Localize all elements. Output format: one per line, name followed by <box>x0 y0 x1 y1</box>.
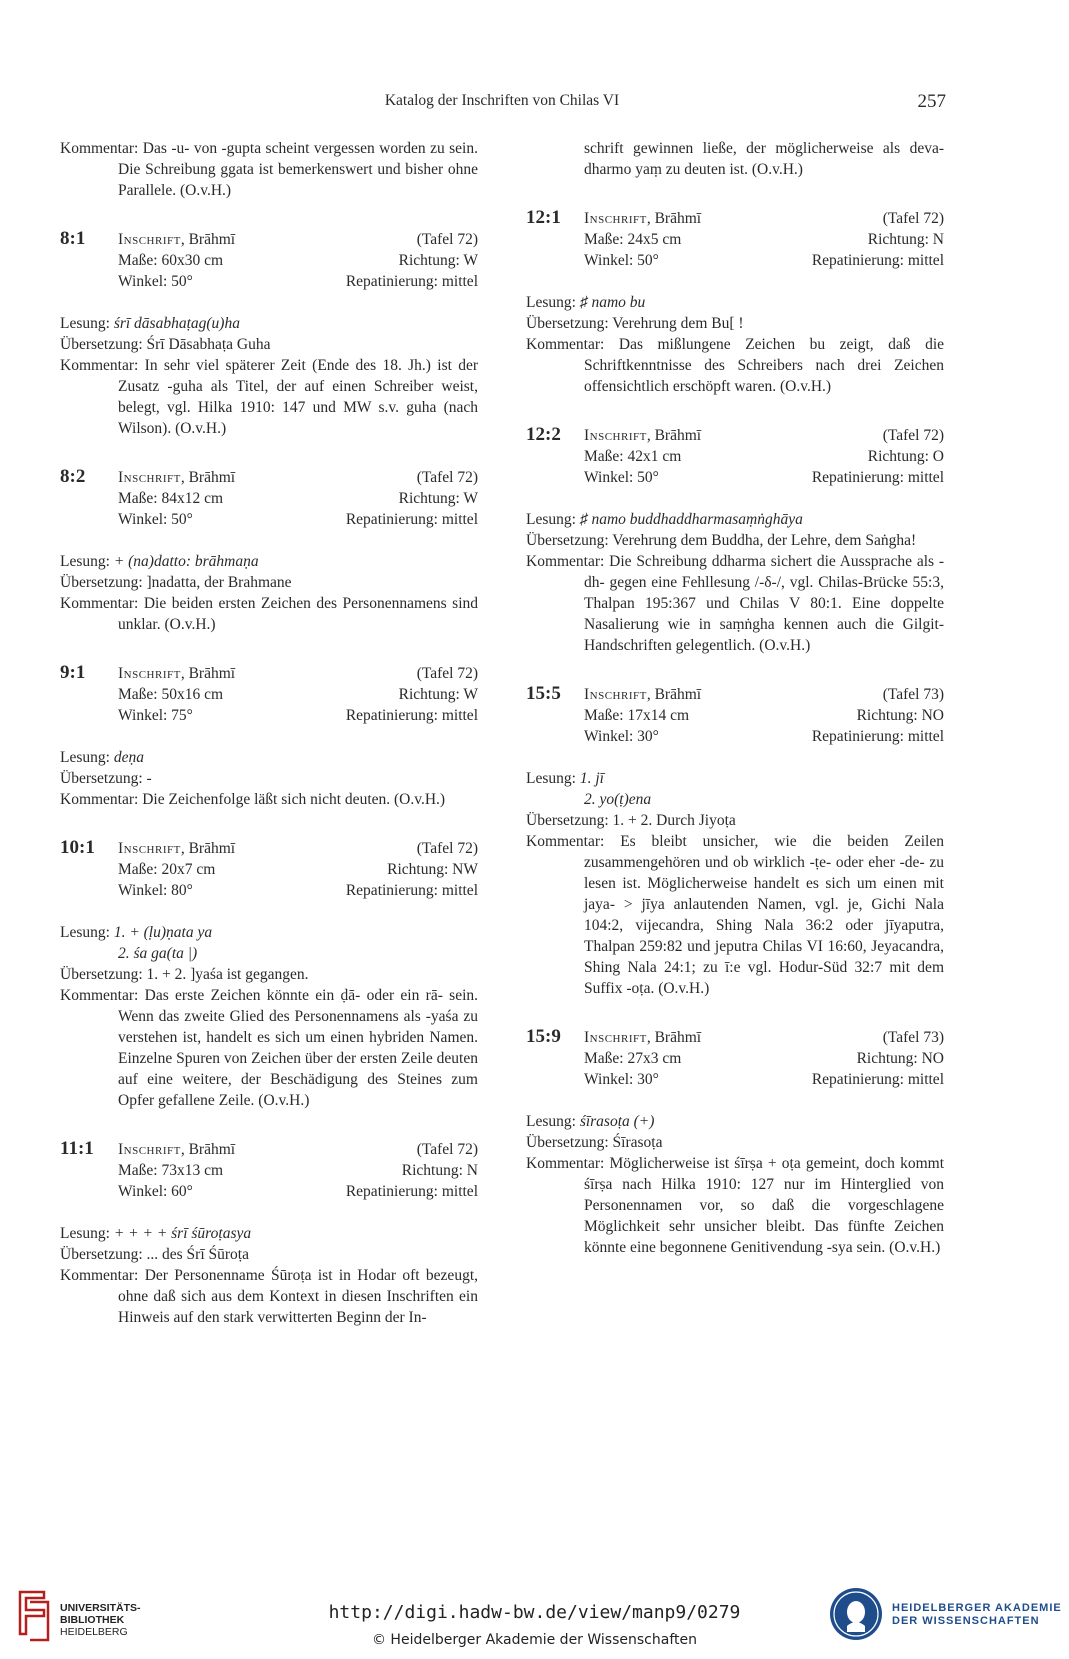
continuation-text: schrift gewinnen ließe, der möglicherweise als deva-dharmo yaṃ zu deuten ist. (O.v.H.) <box>584 140 944 178</box>
angle-row <box>60 509 478 530</box>
commentary: Kommentar: Es bleibt unsicher, wie die beiden Zeilen zusammengehören und ob wirklich -ṭe- oder eher -de- zu lesen ist. Möglicherweise handelt es sich um einen mit jaya- > jīya anlautenden Namen, vgl. je, Gichi Nala 104:2, vijecandra, Shing Nala 36:2 oder jīyaputra, Thalpan 259:82 und jeputra Chilas VI 16:60, Jeyacandra, Shing Nala 24:1; zu ī:e vgl. Hodur-Süd 32:7 mit dem Suffix -oṭa. (O.v.H.) <box>526 833 944 997</box>
angle: Winkel: 50° <box>118 273 193 290</box>
entry-type: Inschrift, Brāhmī <box>118 665 236 682</box>
dimensions: Maße: 50x16 cm <box>118 686 224 703</box>
inscription-entry <box>60 635 478 810</box>
comment-label: Kommentar: <box>60 140 139 157</box>
right-entries <box>526 180 944 1258</box>
angle-row <box>526 726 944 747</box>
entry-heading <box>60 837 478 859</box>
angle-row <box>526 1069 944 1090</box>
left-column <box>60 138 478 1328</box>
angle: Winkel: 50° <box>584 252 659 269</box>
translation: Übersetzung: Verehrung dem Bu[ ! <box>526 315 744 332</box>
direction: Richtung: W <box>398 252 478 269</box>
direction: Richtung: N <box>867 231 944 248</box>
plate-reference: (Tafel 72) <box>416 840 478 857</box>
reading: Lesung: 1. jī <box>526 770 604 787</box>
repatination: Repatinierung: mittel <box>811 252 944 269</box>
dimensions-row <box>60 859 478 880</box>
commentary: Kommentar: Die Zeichenfolge läßt sich nicht deuten. (O.v.H.) <box>60 791 446 808</box>
dimensions: Maße: 27x3 cm <box>584 1050 682 1067</box>
plate-reference: (Tafel 73) <box>882 1029 944 1046</box>
direction: Richtung: NO <box>856 1050 944 1067</box>
academy-name: HEIDELBERGER AKADEMIE DER WISSENSCHAFTEN <box>892 1602 1062 1627</box>
repatination: Repatinierung: mittel <box>345 1183 478 1200</box>
inscription-entry <box>60 201 478 439</box>
dimensions: Maße: 20x7 cm <box>118 861 216 878</box>
reading-line-2: 2. yo(ṭ)ena <box>584 791 652 808</box>
direction: Richtung: N <box>401 1162 478 1179</box>
page-header <box>58 92 946 116</box>
direction: Richtung: NW <box>387 861 478 878</box>
commentary: Kommentar: Die Schreibung ddharma sichert die Aussprache als -dh- gegen eine Fehllesung /-δ-/, vgl. Chilas-Brücke 55:3, Thalpan 195:367 und Chilas V 80:1. Eine doppelte Nasalierung wie in saṃṅgha kennen auch die Gilgit-Handschriften gelegentlich. (O.v.H.) <box>526 553 944 654</box>
angle: Winkel: 80° <box>118 882 193 899</box>
translation: Übersetzung: Śīrasoṭa <box>526 1134 663 1151</box>
dimensions-row <box>60 250 478 271</box>
entry-heading <box>526 683 944 705</box>
inscription-entry <box>60 439 478 635</box>
plate-reference: (Tafel 73) <box>882 686 944 703</box>
angle: Winkel: 75° <box>118 707 193 724</box>
plate-reference: (Tafel 72) <box>416 665 478 682</box>
left-entries <box>60 201 478 1328</box>
commentary: Kommentar: Möglicherweise ist śīrṣa + oṭa gemeint, doch kommt śīrṣa nach Hilka 1910: 127 nur im Hinterglied von Personennamen vor, so daß die vorgeschlagene Möglichkeit sehr unsicher bleibt. Das fünfte Zeichen könnte eine begonnene Genitivendung -sya sein. (O.v.H.) <box>526 1155 944 1256</box>
inscription-entry <box>526 999 944 1258</box>
translation: Übersetzung: - <box>60 770 152 787</box>
entry-number: 12:1 <box>526 207 561 228</box>
dimensions-row <box>526 705 944 726</box>
angle: Winkel: 50° <box>118 511 193 528</box>
commentary: Kommentar: Der Personenname Śūroṭa ist in Hodar oft bezeugt, ohne daß sich aus dem Kontext in diesen Inschriften ein Hinweis auf den stark verwitterten Beginn der In- <box>60 1267 478 1326</box>
angle-row <box>60 271 478 292</box>
translation: Übersetzung: Verehrung dem Buddha, der Lehre, dem Saṅgha! <box>526 532 917 549</box>
commentary: Kommentar: Die beiden ersten Zeichen des Personennamens sind unklar. (O.v.H.) <box>60 595 478 633</box>
entry-number: 8:1 <box>60 228 86 249</box>
angle: Winkel: 30° <box>584 728 659 745</box>
comment-text: Das -u- von -gupta scheint vergessen worden zu sein. Die Schreibung ggata ist bemerkenswert und bisher ohne Parallele. (O.v.H.) <box>118 140 478 199</box>
dimensions: Maße: 60x30 cm <box>118 252 224 269</box>
intro-comment <box>60 138 478 201</box>
copyright-notice: © Heidelberger Akademie der Wissenschaften <box>371 1632 697 1648</box>
reading: Lesung: + + + + śrī śūroṭasya <box>60 1225 252 1242</box>
commentary: Kommentar: In sehr viel späterer Zeit (Ende des 18. Jh.) ist der Zusatz -guha als Titel, der auf einen Schreiber weist, belegt, vgl. Hilka 1910: 147 und MW s.v. guha (nach Wilson). (O.v.H.) <box>60 357 478 437</box>
direction: Richtung: O <box>867 448 944 465</box>
inscription-entry <box>60 1111 478 1328</box>
reading: Lesung: ♯ namo buddhaddharmasaṃṅghāya <box>526 511 803 528</box>
repatination: Repatinierung: mittel <box>345 707 478 724</box>
repatination: Repatinierung: mittel <box>811 1071 944 1088</box>
translation: Übersetzung: 1. + 2. Durch Jiyoṭa <box>526 812 736 829</box>
entry-type: Inschrift, Brāhmī <box>118 840 236 857</box>
academy-seal-icon <box>828 1586 884 1642</box>
entry-number: 12:2 <box>526 424 561 445</box>
angle-row <box>60 880 478 901</box>
angle: Winkel: 60° <box>118 1183 193 1200</box>
commentary: Kommentar: Das erste Zeichen könnte ein ḍā- oder ein rā- sein. Wenn das zweite Glied des Personennamens als -yaśa zu verstehen ist, handelt es sich um einen hybriden Namen. Einzelne Spuren von Zeichen über der ersten Zeile deuten auf eine weitere, der Beschädigung des Steines zum Opfer gefallene Zeile. (O.v.H.) <box>60 987 478 1109</box>
plate-reference: (Tafel 72) <box>416 231 478 248</box>
entry-heading <box>60 466 478 488</box>
entry-number: 15:9 <box>526 1026 561 1047</box>
footer <box>0 1582 1069 1659</box>
repatination: Repatinierung: mittel <box>811 469 944 486</box>
reading: Lesung: deṇa <box>60 749 144 766</box>
entry-heading <box>526 424 944 446</box>
dimensions: Maße: 24x5 cm <box>584 231 682 248</box>
plate-reference: (Tafel 72) <box>416 1141 478 1158</box>
translation: Übersetzung: ]nadatta, der Brahmane <box>60 574 292 591</box>
entry-type: Inschrift, Brāhmī <box>584 210 702 227</box>
repatination: Repatinierung: mittel <box>345 273 478 290</box>
plate-reference: (Tafel 72) <box>416 469 478 486</box>
repatination: Repatinierung: mittel <box>345 882 478 899</box>
entry-number: 8:2 <box>60 466 86 487</box>
dimensions-row <box>60 1160 478 1181</box>
entry-number: 11:1 <box>60 1138 94 1159</box>
reading-line-2: 2. śa ga(ta |) <box>118 945 198 962</box>
dimensions: Maße: 42x1 cm <box>584 448 682 465</box>
dimensions-row <box>526 1048 944 1069</box>
entry-heading <box>526 1026 944 1048</box>
entry-number: 9:1 <box>60 662 86 683</box>
dimensions: Maße: 17x14 cm <box>584 707 690 724</box>
angle: Winkel: 50° <box>584 469 659 486</box>
entry-type: Inschrift, Brāhmī <box>584 1029 702 1046</box>
right-column <box>526 138 944 1258</box>
plate-reference: (Tafel 72) <box>882 210 944 227</box>
university-library-name: UNIVERSITÄTS- BIBLIOTHEK HEIDELBERG <box>60 1602 141 1638</box>
entry-type: Inschrift, Brāhmī <box>118 231 236 248</box>
reading: Lesung: 1. + (ḷu)ṇata ya <box>60 924 213 941</box>
entry-heading <box>60 1138 478 1160</box>
inscription-entry <box>526 397 944 656</box>
reading: Lesung: + (na)datto: brāhmaṇa <box>60 553 259 570</box>
inscription-entry <box>526 180 944 397</box>
inscription-entry <box>60 810 478 1111</box>
reading: Lesung: ♯ namo bu <box>526 294 646 311</box>
angle-row <box>526 250 944 271</box>
running-title: Katalog der Inschriften von Chilas VI <box>384 92 620 109</box>
entry-number: 10:1 <box>60 837 95 858</box>
entry-heading <box>60 662 478 684</box>
commentary: Kommentar: Das mißlungene Zeichen bu zeigt, daß die Schriftkenntnisse des Schreibers nach drei Zeichen offensichtlich erschöpft waren. (O.v.H.) <box>526 336 945 395</box>
entry-type: Inschrift, Brāhmī <box>584 686 702 703</box>
reading: Lesung: śīrasoṭa (+) <box>526 1113 655 1130</box>
entry-type: Inschrift, Brāhmī <box>118 469 236 486</box>
entry-type: Inschrift, Brāhmī <box>584 427 702 444</box>
repatination: Repatinierung: mittel <box>345 511 478 528</box>
dimensions-row <box>60 684 478 705</box>
translation: Übersetzung: 1. + 2. ]yaśa ist gegangen. <box>60 966 309 983</box>
page-number: 257 <box>917 91 946 112</box>
dimensions: Maße: 73x13 cm <box>118 1162 224 1179</box>
entry-heading <box>60 228 478 250</box>
dimensions-row <box>526 446 944 467</box>
angle-row <box>60 705 478 726</box>
dimensions: Maße: 84x12 cm <box>118 490 224 507</box>
dimensions-row <box>526 229 944 250</box>
direction: Richtung: W <box>398 686 478 703</box>
entry-type: Inschrift, Brāhmī <box>118 1141 236 1158</box>
entry-heading <box>526 207 944 229</box>
repatination: Repatinierung: mittel <box>811 728 944 745</box>
inscription-entry <box>526 656 944 999</box>
translation: Übersetzung: ... des Śrī Śūroṭa <box>60 1246 249 1263</box>
angle-row <box>526 467 944 488</box>
translation: Übersetzung: Śrī Dāsabhaṭa Guha <box>60 336 271 353</box>
angle: Winkel: 30° <box>584 1071 659 1088</box>
dimensions-row <box>60 488 478 509</box>
reading: Lesung: śrī dāsabhaṭag(u)ha <box>60 315 240 332</box>
document-url-link[interactable]: http://digi.hadw-bw.de/view/manp9/0279 <box>328 1602 741 1623</box>
plate-reference: (Tafel 72) <box>882 427 944 444</box>
angle-row <box>60 1181 478 1202</box>
direction: Richtung: W <box>398 490 478 507</box>
entry-number: 15:5 <box>526 683 561 704</box>
direction: Richtung: NO <box>856 707 944 724</box>
